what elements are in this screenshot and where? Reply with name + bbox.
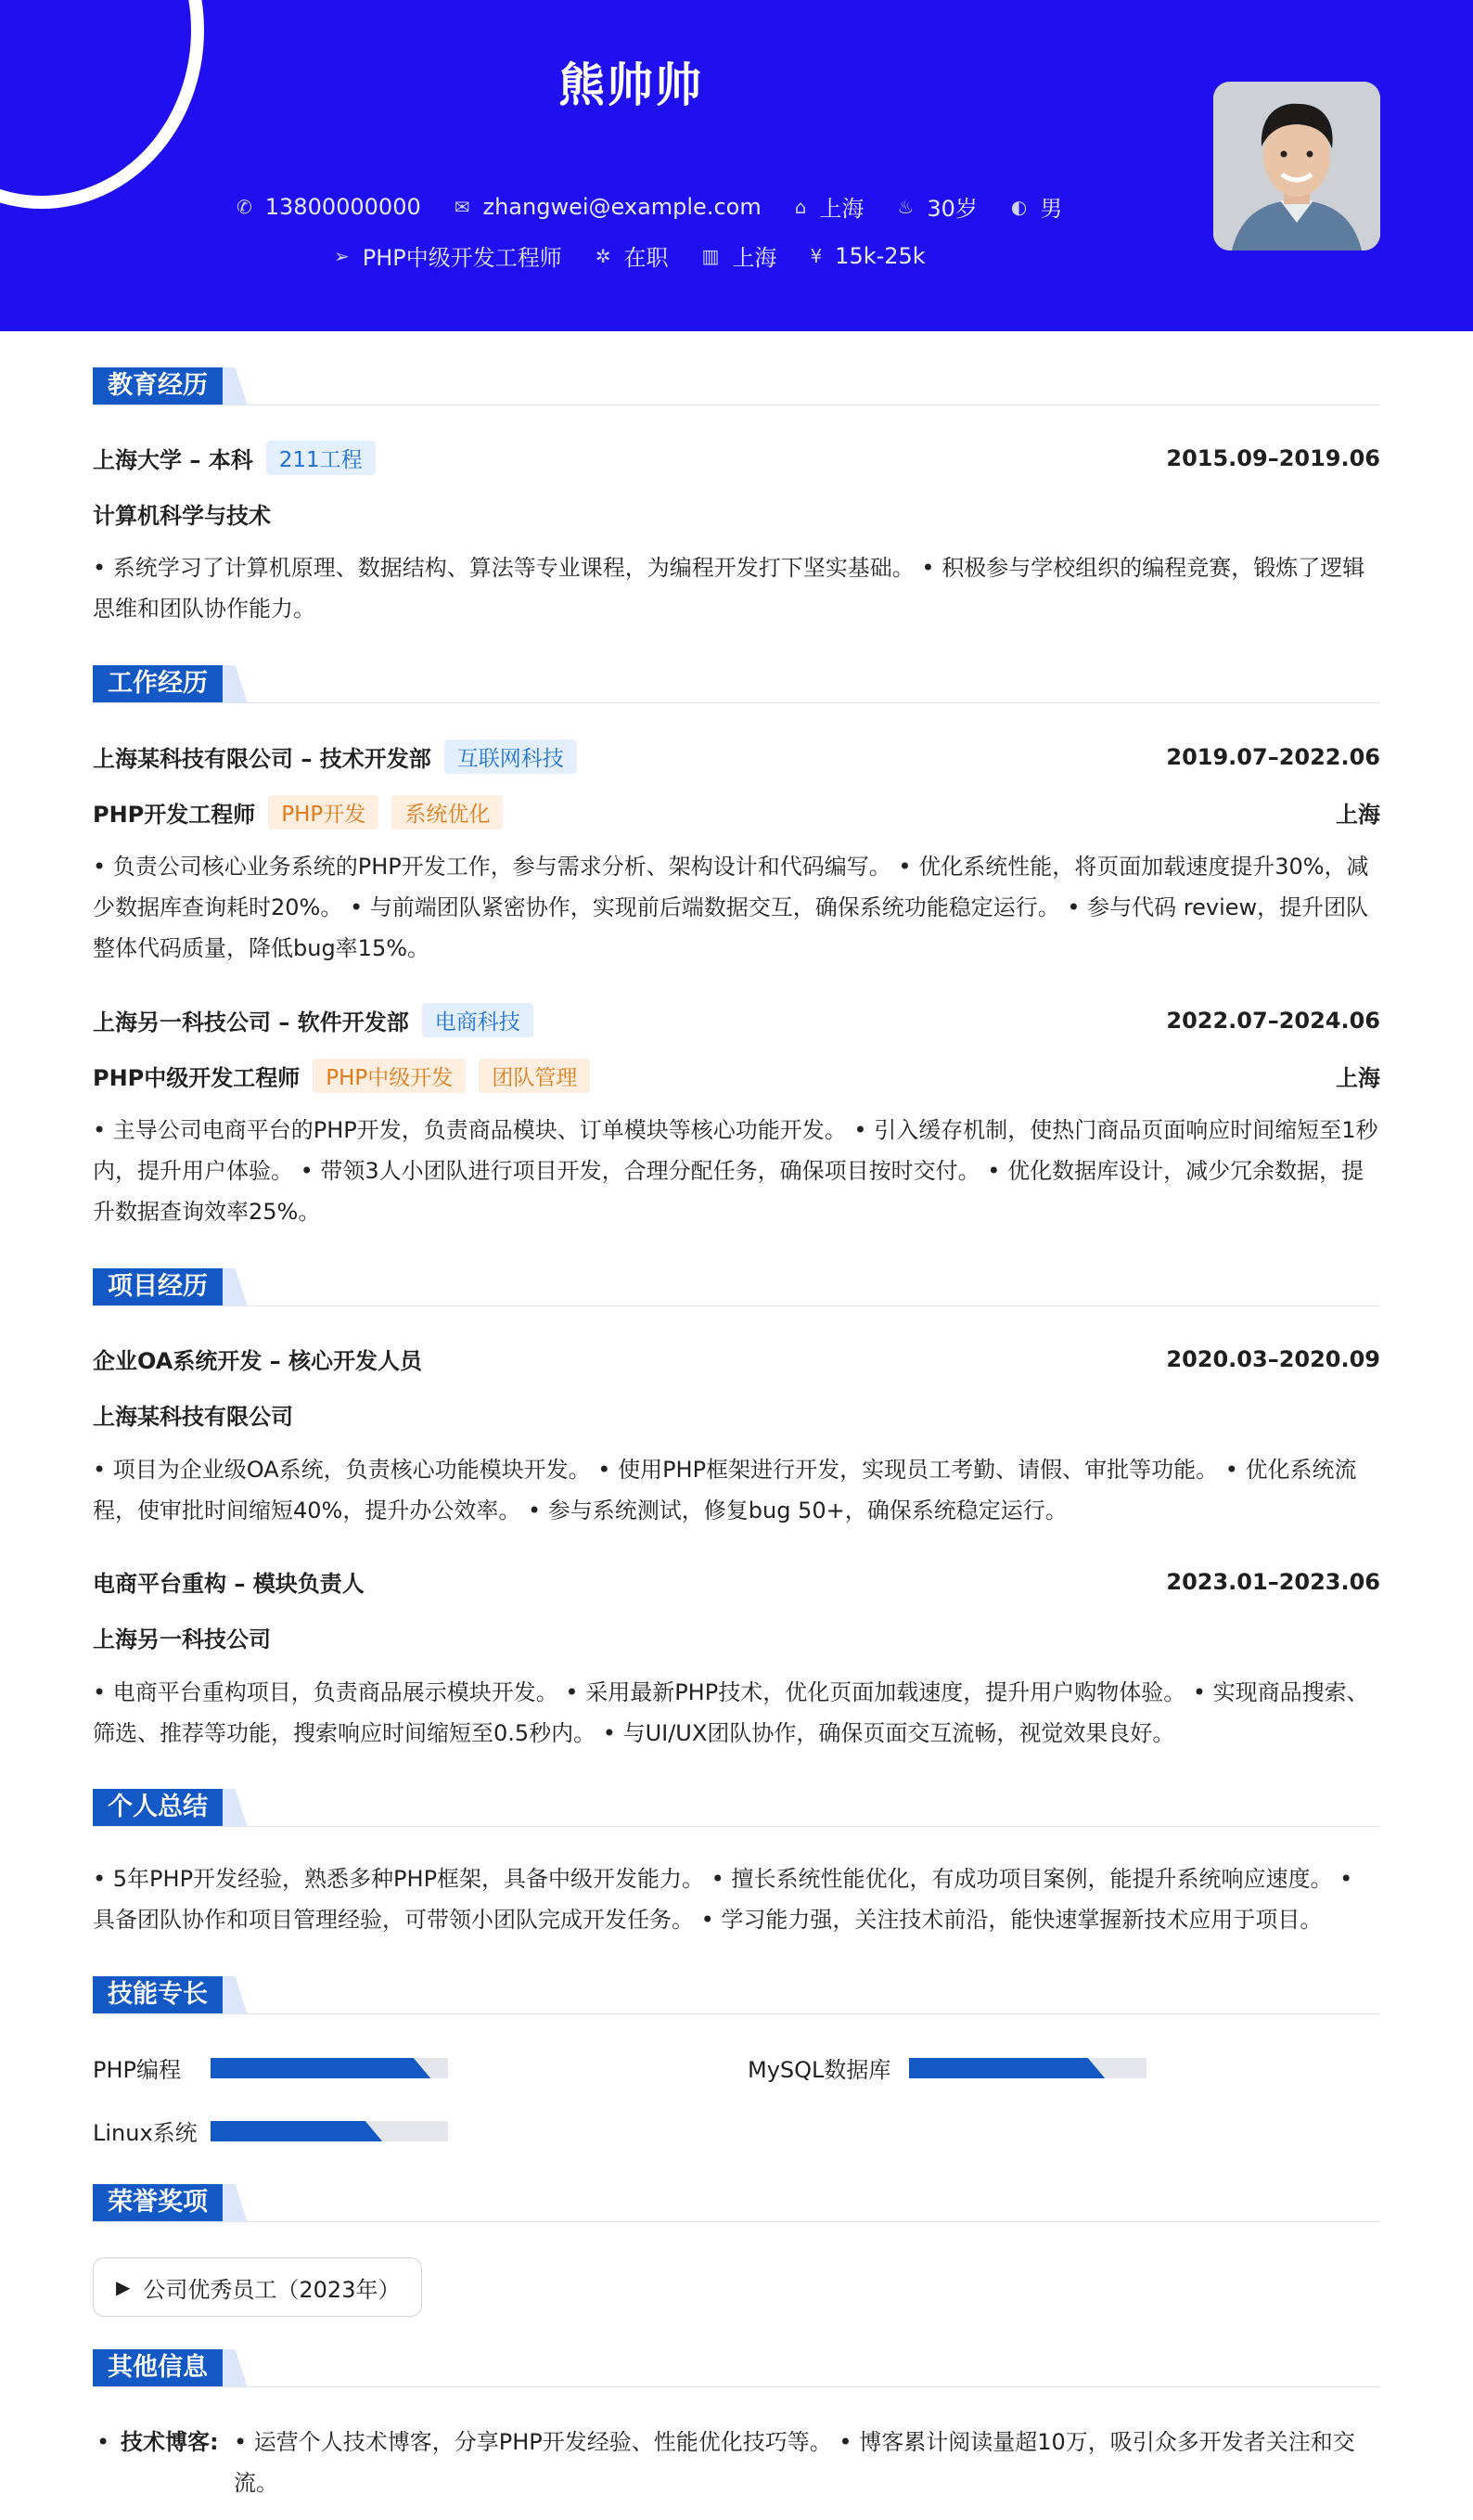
- education-description: • 系统学习了计算机原理、数据结构、算法等专业课程，为编程开发打下坚实基础。 • 积极参与学校组织的编程竞赛，锻炼了逻辑思维和团队协作能力。: [93, 555, 1365, 622]
- project-title: 电商平台重构 – 模块负责人: [93, 1571, 365, 1597]
- section-title-other: [93, 2349, 241, 2386]
- phone-item: [237, 194, 421, 220]
- skill-tag: PHP中级开发: [313, 1059, 466, 1093]
- location-text: 上海: [819, 196, 865, 222]
- summary-text: • 5年PHP开发经验，熟悉多种PHP框架，具备中级开发能力。 • 擅长系统性能优化，有成功项目案例，能提升系统响应速度。 • 具备团队协作和项目管理经验，可带领小团队完成开发任务。 • 学习能力强，关注技术前沿，能快速掌握新技术应用于项目。: [93, 1866, 1353, 1933]
- email-text: zhangwei@example.com: [482, 193, 762, 220]
- project-company: 上海另一科技公司: [93, 1626, 271, 1652]
- project-date: 2020.03–2020.09: [1166, 1345, 1380, 1372]
- skill-name: Linux系统: [93, 2120, 198, 2146]
- section-divider: [93, 2221, 1380, 2222]
- project-title: 企业OA系统开发 – 核心开发人员: [93, 1348, 423, 1374]
- other-info-item: [93, 2422, 1380, 2503]
- project-description: • 电商平台重构项目，负责商品展示模块开发。 • 采用最新PHP技术，优化页面加载速度，提升用户购物体验。 • 实现商品搜索、筛选、推荐等功能，搜索响应时间缩短至0.5秒内。 • 与UI/UX团队协作，确保页面交互流畅，视觉效果良好。: [93, 1679, 1369, 1746]
- work-date: 2022.07–2024.06: [1166, 1007, 1380, 1034]
- gender-item: [1011, 190, 1062, 223]
- phone-text: 13800000000: [264, 193, 421, 220]
- education-major-row: [93, 497, 1380, 530]
- project-date: 2023.01–2023.06: [1166, 1568, 1380, 1595]
- industry-tag: 电商科技: [422, 1003, 533, 1037]
- project-company: 上海某科技有限公司: [93, 1404, 293, 1430]
- school-name: 上海大学 – 本科: [93, 447, 253, 473]
- work-description: • 负责公司核心业务系统的PHP开发工作，参与需求分析、架构设计和代码编写。 • 优化系统性能，将页面加载速度提升30%，减少数据库查询耗时20%。 • 与前端团队紧密协作，实现前后端数据交互，确保系统功能稳定运行。 • 参与代码 review，提升团队整体代码质量，降低bug率15%。: [93, 854, 1369, 961]
- skill-tag: PHP开发: [268, 795, 378, 829]
- email-item: [455, 194, 762, 220]
- yen-icon: ¥: [810, 244, 823, 267]
- section-title-awards: [93, 2184, 241, 2221]
- section-label: 其他信息: [93, 2349, 223, 2386]
- work-city: 上海: [1336, 802, 1380, 828]
- major-name: 计算机科学与技术: [93, 503, 271, 529]
- location-item: [795, 190, 865, 223]
- skill-bar-fill: [909, 2058, 1087, 2078]
- award-text: 公司优秀员工（2023年）: [143, 2276, 401, 2303]
- education-date: 2015.09–2019.06: [1166, 444, 1380, 471]
- section-label: 教育经历: [93, 367, 223, 405]
- skill-name: MySQL数据库: [748, 2057, 891, 2083]
- industry-tag: 互联网科技: [444, 739, 577, 774]
- section-label: 荣誉奖项: [93, 2184, 223, 2221]
- skill-bar: [909, 2058, 1146, 2078]
- project-description: • 项目为企业级OA系统，负责核心功能模块开发。 • 使用PHP框架进行开发，实现员工考勤、请假、审批等功能。 • 优化系统流程，使审批时间缩短40%，提升办公效率。 • 参与系统测试，修复bug 50+，确保系统稳定运行。: [93, 1457, 1357, 1524]
- home-icon: ⌂: [794, 195, 807, 218]
- job-text: PHP中级开发工程师: [362, 245, 562, 271]
- other-key: 技术博客:: [121, 2429, 219, 2455]
- company-name: 上海某科技有限公司 – 技术开发部: [93, 746, 431, 772]
- position-name: PHP中级开发工程师: [93, 1065, 301, 1091]
- send-icon: ➢: [334, 244, 350, 267]
- status-icon: ✲: [595, 244, 611, 267]
- award-item[interactable]: [93, 2257, 422, 2317]
- city-item: [702, 239, 777, 272]
- skill-bar: [211, 2058, 448, 2078]
- section-label: 工作经历: [93, 665, 223, 702]
- contact-row: [237, 190, 1095, 223]
- phone-icon: ✆: [237, 195, 252, 218]
- section-title-skills: [93, 1976, 241, 2013]
- job-intent-row: [334, 239, 959, 272]
- section-label: 个人总结: [93, 1789, 223, 1826]
- skill-name: PHP编程: [93, 2057, 181, 2083]
- skill-item: [748, 2051, 1146, 2084]
- skill-tag: 系统优化: [391, 795, 503, 829]
- skill-item: [93, 2115, 448, 2147]
- education-header: [93, 441, 1380, 475]
- section-divider: [93, 2013, 1380, 2014]
- project-company-row: [93, 1398, 1380, 1431]
- job-item: [334, 239, 562, 272]
- skill-bar: [211, 2121, 448, 2141]
- mail-icon: ✉: [454, 195, 470, 218]
- work-date: 2019.07–2022.06: [1166, 743, 1380, 770]
- section-title-education: [93, 367, 241, 405]
- work-position-row: [93, 1059, 1380, 1093]
- skill-bar-fill: [211, 2121, 365, 2141]
- skill-tag: 团队管理: [479, 1059, 590, 1093]
- building-icon: ▥: [701, 244, 720, 267]
- list-bullet: •: [96, 2429, 110, 2455]
- salary-text: 15k-25k: [835, 242, 926, 269]
- section-divider: [93, 1305, 1380, 1306]
- school-tag: 211工程: [266, 441, 376, 475]
- section-divider: [93, 1826, 1380, 1827]
- status-item: [596, 239, 669, 272]
- cake-icon: ♨: [897, 195, 915, 218]
- section-divider: [93, 2386, 1380, 2387]
- skill-item: [93, 2051, 448, 2084]
- avatar: [1213, 82, 1380, 251]
- project-company-row: [93, 1621, 1380, 1653]
- section-label: 技能专长: [93, 1976, 223, 2013]
- work-description: • 主导公司电商平台的PHP开发，负责商品模块、订单模块等核心功能开发。 • 引入缓存机制，使热门商品页面响应时间缩短至1秒内，提升用户体验。 • 带领3人小团队进行项目开发，合理分配任务，确保项目按时交付。 • 优化数据库设计，减少冗余数据，提升数据查询效率25%。: [93, 1117, 1378, 1225]
- other-value: • 运营个人技术博客，分享PHP开发经验、性能优化技巧等。 • 博客累计阅读量超10万，吸引众多开发者关注和交流。: [234, 2429, 1355, 2496]
- age-text: 30岁: [927, 196, 978, 222]
- company-name: 上海另一科技公司 – 软件开发部: [93, 1009, 409, 1035]
- skill-bar-fill: [211, 2058, 413, 2078]
- project-header: [93, 1565, 1380, 1598]
- age-item: [897, 190, 977, 223]
- gender-text: 男: [1040, 196, 1063, 222]
- status-text: 在职: [623, 245, 669, 271]
- triangle-right-icon: ▶: [116, 2276, 131, 2298]
- work-header: [93, 739, 1380, 774]
- position-name: PHP开发工程师: [93, 802, 256, 828]
- education-school-group: [93, 441, 376, 475]
- candidate-name: 熊帅帅: [558, 58, 703, 112]
- work-city: 上海: [1336, 1065, 1380, 1091]
- section-label: 项目经历: [93, 1268, 223, 1305]
- section-title-summary: [93, 1789, 241, 1826]
- salary-item: [810, 243, 925, 269]
- gender-icon: ◐: [1010, 195, 1028, 218]
- project-header: [93, 1343, 1380, 1375]
- section-title-work: [93, 665, 241, 702]
- section-divider: [93, 702, 1380, 703]
- work-header: [93, 1003, 1380, 1037]
- city-text: 上海: [732, 245, 777, 271]
- resume-header: [0, 0, 1473, 331]
- section-title-projects: [93, 1268, 241, 1305]
- work-position-row: [93, 795, 1380, 829]
